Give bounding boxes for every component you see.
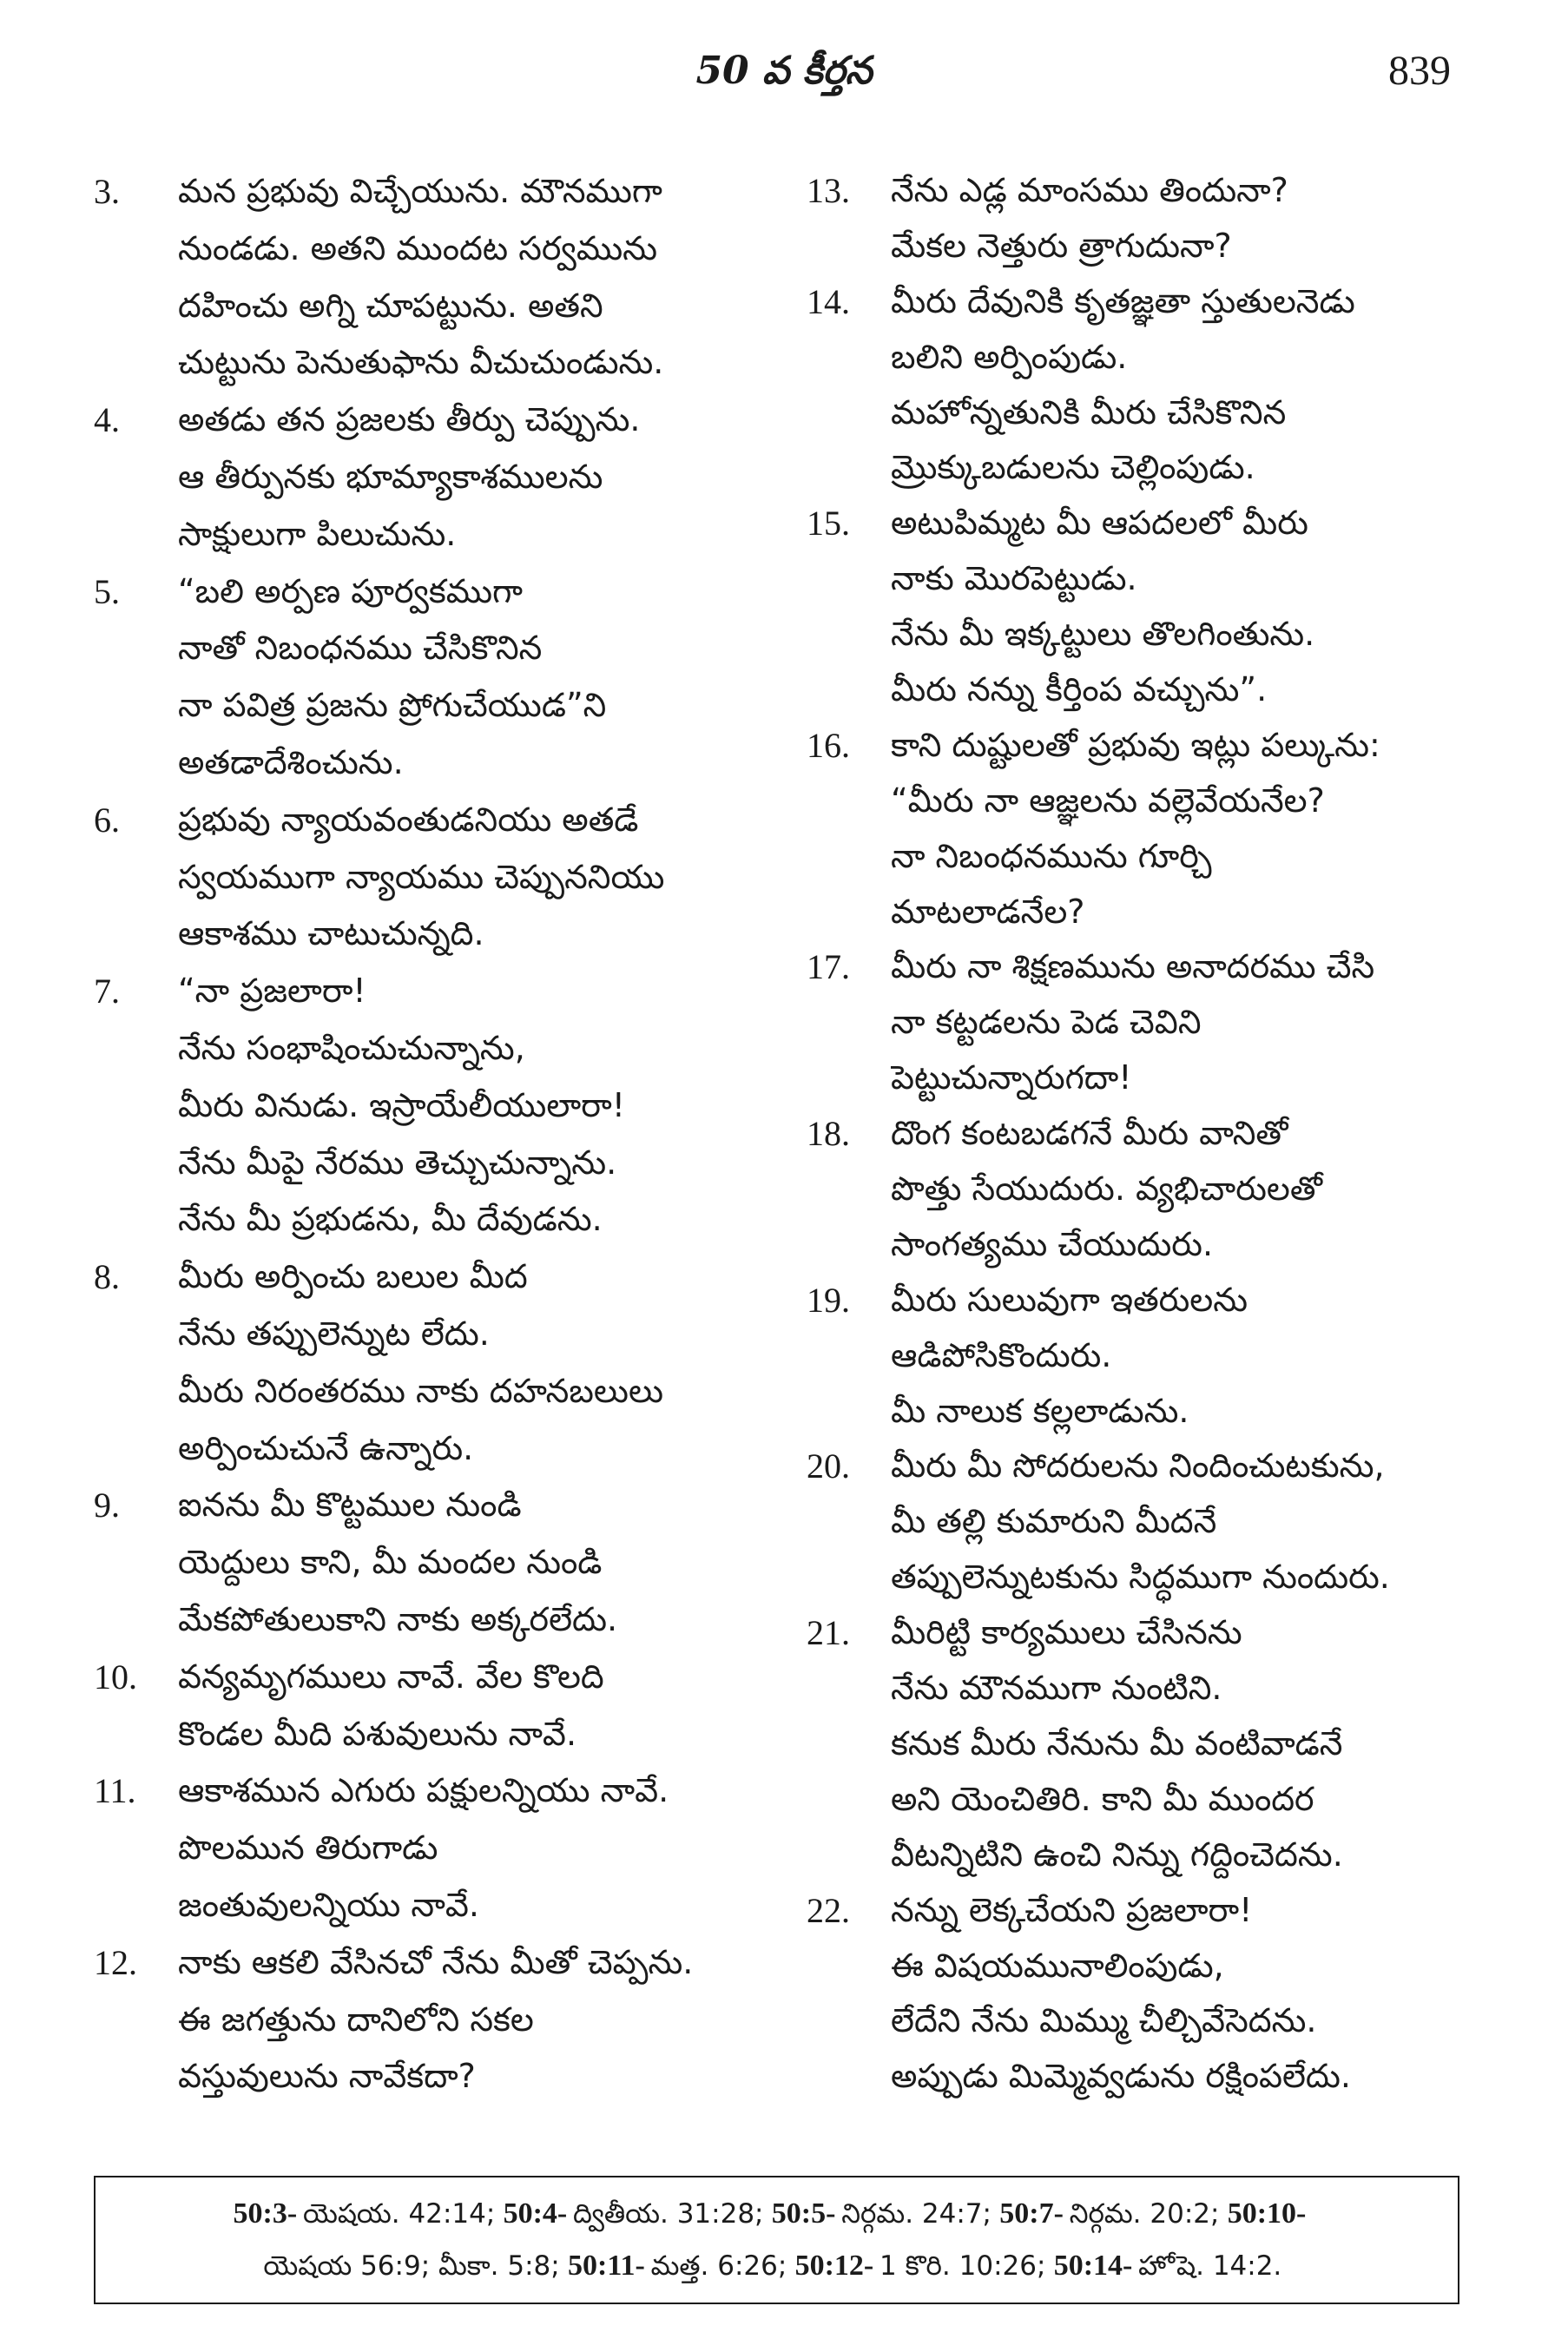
- verse: [94, 1649, 747, 1763]
- verse: [94, 963, 747, 1248]
- verse-line: మీరు నన్ను కీర్తింప వచ్చును”.: [891, 670, 1268, 709]
- verse-number: 7.: [94, 972, 120, 1011]
- verse-line: సాక్షులుగా పిలుచును.: [178, 514, 457, 553]
- verse-line: మీరు దేవునికి కృతజ్ఞతా స్తుతులనెడు: [891, 281, 1355, 320]
- verse-line: నేను తప్పులెన్నుట లేదు.: [178, 1314, 490, 1353]
- right-column: [807, 163, 1459, 2105]
- verse-text: [891, 274, 1459, 497]
- verse-text: [178, 163, 747, 392]
- verse-line: కాని దుష్టులతో ప్రభువు ఇట్లు పల్కును:: [891, 725, 1380, 764]
- verse-text: [891, 1439, 1459, 1605]
- verse: [807, 163, 1459, 274]
- verse-line: మాటలాడనేల?: [891, 892, 1085, 931]
- verse: [94, 392, 747, 563]
- verse-line: నేను మీపై నేరము తెచ్చుచున్నాను.: [178, 1143, 617, 1182]
- verse: [94, 1934, 747, 2105]
- footnote-cross-ref: నిర్గమ. 20:2;: [1069, 2198, 1220, 2230]
- footnote-reference: [1228, 2198, 1312, 2230]
- verse-text: [891, 939, 1459, 1106]
- verse-line: సాంగత్యము చేయుదురు.: [891, 1224, 1214, 1263]
- footnote-reference: [263, 2250, 559, 2282]
- verse-line: మీరు సులువుగా ఇతరులను: [891, 1280, 1248, 1319]
- verse-line: ఆ తీర్పునకు భూమ్యాకాశములను: [178, 457, 603, 496]
- verse-text: [891, 1883, 1459, 2105]
- verse-line: మీరు నా శిక్షణమును అనాదరము చేసి: [891, 947, 1375, 986]
- footnote-verse-ref: 50:4-: [503, 2197, 568, 2230]
- footnote-reference: [795, 2250, 1046, 2282]
- verse-line: మేకపోతులుకాని నాకు అక్కరలేదు.: [178, 1599, 618, 1638]
- footnote-verse-ref: 50:7-: [999, 2197, 1064, 2230]
- verse-line: మహోన్నతునికి మీరు చేసికొనిన: [891, 392, 1287, 432]
- verse: [807, 274, 1459, 497]
- verse-text: [178, 392, 747, 563]
- verse-number: 8.: [94, 1257, 120, 1297]
- footnote-cross-ref: 1 కొరి. 10:26;: [880, 2250, 1046, 2282]
- verse-text: [178, 1477, 747, 1648]
- verse-line: మీరు వినుడు. ఇస్రాయేలీయులారా!: [178, 1085, 625, 1124]
- verse-line: “మీరు నా ఆజ్ఞలను వల్లెవేయనేల?: [891, 781, 1325, 820]
- footnote-verse-ref: 50:11-: [568, 2250, 645, 2282]
- footnote-verse-ref: 50:5-: [771, 2197, 836, 2230]
- verse-number: 14.: [807, 281, 850, 321]
- verse-line: నేను మౌనముగా నుంటిని.: [891, 1669, 1222, 1708]
- footnote-reference: [504, 2198, 764, 2230]
- verse-line: నేను మీ ఇక్కట్టులు తొలగింతును.: [891, 615, 1315, 654]
- footnote-cross-ref: ద్వితీయ. 31:28;: [573, 2198, 764, 2230]
- verse-line: నా పవిత్ర ప్రజను ప్రోగుచేయుడ”ని: [178, 686, 607, 725]
- footnote-cross-ref: హోషె. 14:2.: [1138, 2250, 1282, 2282]
- verse-line: యెద్దులు కాని, మీ మందల నుండి: [178, 1543, 603, 1582]
- page-title: 50 వ కీర్తన: [695, 49, 873, 93]
- verse-line: ఆకాశము చాటుచున్నది.: [178, 914, 484, 953]
- verse-number: 10.: [94, 1657, 137, 1696]
- verse-text: [891, 718, 1459, 940]
- footnote-reference: [999, 2198, 1219, 2230]
- verse-line: మీరిట్టి కార్యములు చేసినను: [891, 1613, 1242, 1652]
- verse-text: [891, 1605, 1459, 1882]
- verse-text: [178, 1649, 747, 1763]
- verse-text: [178, 963, 747, 1248]
- verse: [807, 718, 1459, 940]
- verse-number: 21.: [807, 1613, 850, 1653]
- verse-line: పొలమున తిరుగాడు: [178, 1828, 438, 1868]
- verse-line: మీరు అర్పించు బలుల మీద: [178, 1257, 528, 1296]
- verse-number: 19.: [807, 1280, 850, 1320]
- verse-line: నా నిబంధనమును గూర్చి: [891, 836, 1212, 875]
- verse-line: “బలి అర్పణ పూర్వకముగా: [178, 571, 524, 610]
- verse-line: కనుక మీరు నేనును మీ వంటివాడనే: [891, 1723, 1343, 1762]
- verse: [807, 1439, 1459, 1605]
- footnote-verse-ref: 50:3-: [233, 2197, 298, 2230]
- verse-number: 13.: [807, 171, 850, 210]
- verse-text: [891, 496, 1459, 718]
- verse-number: 17.: [807, 947, 850, 987]
- footnote-reference: [772, 2198, 992, 2230]
- verse: [807, 1883, 1459, 2105]
- footnote-box: [94, 2176, 1459, 2304]
- verse-line: దొంగ కంటబడగనే మీరు వానితో: [891, 1114, 1288, 1153]
- footnote-reference: [568, 2250, 787, 2282]
- verse: [807, 496, 1459, 718]
- page-number: 839: [1388, 48, 1451, 94]
- verse: [94, 1477, 747, 1648]
- verse-line: నాతో నిబంధనము చేసికొనిన: [178, 629, 543, 668]
- footnote-line: [96, 2240, 1458, 2292]
- verse-line: ఐనను మీ కొట్టముల నుండి: [178, 1486, 522, 1525]
- verse-line: నాకు ఆకలి వేసినచో నేను మీతో చెప్పను.: [178, 1942, 694, 1981]
- verse-text: [891, 163, 1459, 274]
- verse-number: 11.: [94, 1771, 136, 1811]
- verse-line: ఈ జగత్తును దానిలోని సకల: [178, 2000, 534, 2039]
- verse-line: మేకల నెత్తురు త్రాగుదునా?: [891, 226, 1232, 265]
- verse-line: అని యెంచితిరి. కాని మీ ముందర: [891, 1779, 1314, 1818]
- footnote-cross-ref: యెషయ. 42:14;: [302, 2198, 496, 2230]
- verse-line: చుట్టును పెనుతుఫాను వీచుచుండును.: [178, 343, 664, 382]
- verse: [94, 563, 747, 792]
- verse-line: ఆకాశమున ఎగురు పక్షులన్నియు నావే.: [178, 1771, 669, 1810]
- verse-text: [178, 1248, 747, 1477]
- verse-text: [178, 792, 747, 963]
- verse-line: నేను మీ ప్రభుడను, మీ దేవుడను.: [178, 1200, 603, 1239]
- verse-text: [891, 1273, 1459, 1440]
- verse-line: వస్తువులును నావేకదా?: [178, 2057, 476, 2096]
- verse-line: ఆడిపోసికొందురు.: [891, 1335, 1112, 1374]
- verse-line: పొత్తు సేయుదురు. వ్యభిచారులతో: [891, 1169, 1322, 1209]
- verse-line: దహించు అగ్ని చూపట్టును. అతని: [178, 286, 603, 325]
- verse-line: నన్ను లెక్కచేయని ప్రజలారా!: [891, 1890, 1253, 1929]
- verse-line: మీ తల్లి కుమారుని మీదనే: [891, 1502, 1217, 1541]
- verse-text: [178, 1762, 747, 1934]
- verse-line: లేదేని నేను మిమ్ము చీల్చివేసెదను.: [891, 2001, 1317, 2040]
- verse-number: 5.: [94, 571, 120, 611]
- verse-line: పెట్టుచున్నారుగదా!: [891, 1058, 1132, 1097]
- verse-line: “నా ప్రజలారా!: [178, 972, 366, 1011]
- footnote-verse-ref: 50:12-: [794, 2250, 874, 2282]
- verse-number: 20.: [807, 1446, 850, 1486]
- verse-number: 4.: [94, 400, 120, 440]
- verse-line: మీరు మీ సోదరులను నిందించుటకును,: [891, 1446, 1385, 1486]
- verse: [807, 939, 1459, 1106]
- verse-line: నేను సంభాషించుచున్నాను,: [178, 1028, 525, 1067]
- verse-line: మీరు నిరంతరము నాకు దహనబలులు: [178, 1371, 664, 1410]
- verse-number: 6.: [94, 800, 120, 840]
- verse-line: కొండల మీది పశువులును నావే.: [178, 1714, 577, 1753]
- footnote-cross-ref: నిర్గమ. 24:7;: [841, 2198, 992, 2230]
- verse-text: [178, 1934, 747, 2105]
- verse-line: అతడాదేశించును.: [178, 742, 404, 781]
- verse-number: 22.: [807, 1890, 850, 1930]
- verse-line: మన ప్రభువు విచ్చేయును. మౌనముగా: [178, 172, 662, 210]
- verse-number: 12.: [94, 1942, 137, 1982]
- footnote-reference: [1054, 2250, 1282, 2282]
- verse-text: [178, 563, 747, 792]
- footnote-line: [96, 2188, 1458, 2240]
- verse: [94, 1762, 747, 1934]
- verse-line: నేను ఎడ్ల మాంసము తిందునా?: [891, 171, 1288, 209]
- verse-line: నా కట్టడలను పెడ చెవిని: [891, 1003, 1202, 1042]
- verse-line: స్వయముగా న్యాయము చెప్పుననియు: [178, 857, 665, 896]
- verse-line: వన్యమృగములు నావే. వేల కొలది: [178, 1657, 604, 1696]
- verse: [807, 1605, 1459, 1882]
- verse-number: 3.: [94, 172, 120, 211]
- verse-text: [891, 1106, 1459, 1273]
- footnote-verse-ref: 50:14-: [1053, 2250, 1133, 2282]
- footnote-cross-ref: మత్త. 6:26;: [650, 2250, 787, 2282]
- verse-number: 15.: [807, 504, 850, 544]
- verse: [94, 163, 747, 392]
- verse-line: అర్పించుచునే ఉన్నారు.: [178, 1428, 474, 1467]
- footnote-verse-ref: 50:10-: [1227, 2197, 1307, 2230]
- verse-line: వీటన్నిటిని ఉంచి నిన్ను గద్దించెదను.: [891, 1835, 1343, 1874]
- verse-line: జంతువులన్నియు నావే.: [178, 1885, 479, 1924]
- verse-line: బలిని అర్పింపుడు.: [891, 337, 1128, 376]
- verse-number: 16.: [807, 725, 850, 765]
- verse-number: 18.: [807, 1114, 850, 1154]
- verse-line: అతడు తన ప్రజలకు తీర్పు చెప్పును.: [178, 400, 641, 439]
- footnote-lines: [96, 2177, 1458, 2292]
- verse-number: 9.: [94, 1486, 120, 1525]
- verse-line: నుండడు. అతని ముందట సర్వమును: [178, 228, 658, 267]
- verse-line: మ్రొక్కుబడులను చెల్లింపుడు.: [891, 448, 1255, 487]
- verse-line: అప్పుడు మిమ్మెవ్వడును రక్షింపలేదు.: [891, 2057, 1351, 2096]
- left-column: [94, 163, 747, 2105]
- verse-line: ప్రభువు న్యాయవంతుడనియు అతడే: [178, 800, 639, 839]
- verse-line: నాకు మొరపెట్టుడు.: [891, 559, 1137, 598]
- verse-line: తప్పులెన్నుటకును సిద్ధముగా నుందురు.: [891, 1558, 1390, 1597]
- footnote-reference: [234, 2198, 496, 2230]
- verse-line: ఈ విషయమునాలింపుడు,: [891, 1946, 1224, 1985]
- verse: [94, 1248, 747, 1477]
- verse-line: అటుపిమ్మట మీ ఆపదలలో మీరు: [891, 504, 1308, 543]
- verse: [807, 1106, 1459, 1273]
- verse: [807, 1273, 1459, 1440]
- verse-line: మీ నాలుక కల్లలాడును.: [891, 1391, 1189, 1430]
- footnote-cross-ref: యెషయ 56:9; మీకా. 5:8;: [263, 2250, 560, 2282]
- verse: [94, 792, 747, 963]
